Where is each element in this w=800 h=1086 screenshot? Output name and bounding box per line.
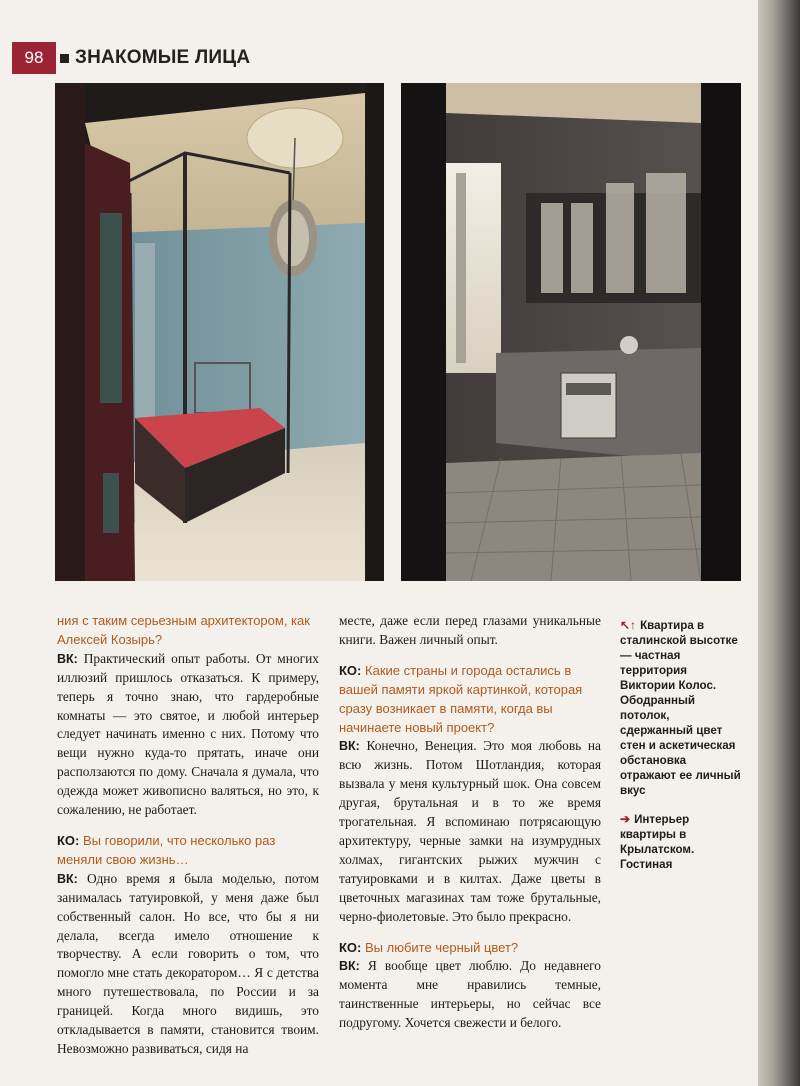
caption-text: Интерьер квартиры в Крылатском. Гостиная xyxy=(620,813,695,871)
section-title xyxy=(60,42,250,74)
photo-captions xyxy=(620,618,742,886)
question-paragraph xyxy=(339,662,601,738)
kitchen-photo xyxy=(401,83,741,581)
speaker-label: КО: xyxy=(339,662,362,678)
arrow-right-icon: ➔ xyxy=(620,812,631,826)
answer-paragraph xyxy=(57,650,319,820)
section-title-text: ЗНАКОМЫЕ ЛИЦА xyxy=(75,47,251,68)
answer-paragraph xyxy=(339,957,601,1033)
arrow-up-icon: ↖↑ xyxy=(620,618,637,632)
answer-text: Практический опыт работы. От многих иллюзий пришлось отказаться. К примеру, теперь я точно знаю, что гардеробные комнаты — это святое, и любой интерьер следует начинать именно с них. Потому что вещи нужно куда-то прятать, иначе они расползаются по дому. Сначала я думала, что одежда может живописно валяться, но это, к сожалению, не работает. xyxy=(57,650,319,818)
text-column-1 xyxy=(57,612,319,1059)
bedroom-photo xyxy=(55,83,384,581)
answer-text: Конечно, Венеция. Это моя любовь на всю жизнь. Потом Шотландия, которая вызвала у меня культурный шок. Она совсем другая, брутальная и в то же время трогательная. Я вспоминаю потрясающую архитектуру, черные замки на изумрудных холмах, гигантских рыжих мужчин с татуировками и в килтах. Даже цветы в цветочных магазинах там тоже брутальные, черно-фиолетовые. Это было прекрасно. xyxy=(339,738,601,924)
question-text: Вы любите черный цвет? xyxy=(365,939,519,955)
question-continued: ния с таким серьезным архитектором, как Алексей Козырь? xyxy=(57,613,310,647)
answer-text: Я вообще цвет люблю. До недавнего момента мне нравились темные, таинственные интерьеры, но сейчас все подругому. Хочется свежести и белого. xyxy=(339,958,601,1031)
speaker-label: ВК: xyxy=(339,739,360,754)
page-edge xyxy=(758,0,800,1086)
speaker-label: КО: xyxy=(339,939,362,955)
answer-continued: месте, даже если перед глазами уникальные книги. Важен личный опыт. xyxy=(339,613,601,647)
question-text: Вы говорили, что несколько раз меняли свою жизнь… xyxy=(57,832,276,867)
speaker-label: ВК: xyxy=(57,871,78,886)
text-column-2 xyxy=(339,612,601,1033)
section-square-icon xyxy=(60,54,69,63)
caption-kitchen xyxy=(620,812,742,872)
speaker-label: КО: xyxy=(57,832,80,848)
caption-text: Квартира в сталинской высотке — частная территория Виктории Колос. Ободранный потолок, сдержанный цвет стен и аскетическая обстановка отражают ее личный вкус xyxy=(620,619,741,797)
answer-paragraph xyxy=(57,870,319,1059)
question-paragraph xyxy=(57,832,319,870)
speaker-label: ВК: xyxy=(339,959,360,974)
question-paragraph xyxy=(339,939,601,958)
question-text: Какие страны и города остались в вашей памяти яркой картинкой, которая сразу возникает в памяти, когда вы начинаете новый проект? xyxy=(339,662,583,735)
page-number: 98 xyxy=(12,42,56,74)
caption-bedroom xyxy=(620,618,742,798)
speaker-label: ВК: xyxy=(57,651,78,666)
answer-text: Одно время я была моделью, потом занималась татуировкой, у меня даже был собственный салон. Но все, что бы я ни делала, всегда имело отношение к творчеству. А если говорить о том, что помогло мне стать декоратором… Я с детства много путешествовала, по России и за границей. Когда много видишь, это откладывается в памяти, становится твоим. Невозможно развиваться, сидя на xyxy=(57,870,319,1056)
answer-paragraph xyxy=(339,737,601,926)
